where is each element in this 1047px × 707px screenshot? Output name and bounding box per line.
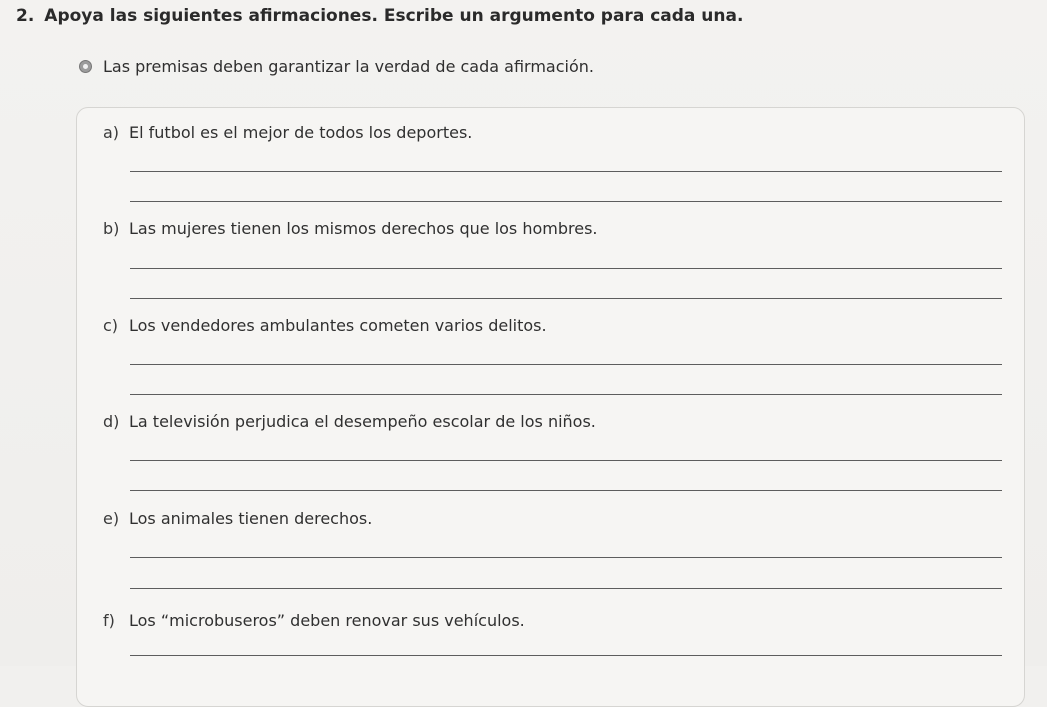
statement-text: Los vendedores ambulantes cometen varios delitos.: [129, 316, 547, 335]
question-header: [16, 6, 743, 26]
statement-text: La televisión perjudica el desempeño escolar de los niños.: [129, 412, 596, 431]
answer-line[interactable]: [130, 490, 1002, 491]
answer-line[interactable]: [130, 557, 1002, 558]
statement-letter: a): [103, 123, 120, 142]
bullet-icon: [79, 60, 92, 73]
answer-line[interactable]: [130, 364, 1002, 365]
instruction-text: Las premisas deben garantizar la verdad de cada afirmación.: [103, 57, 594, 76]
answer-line[interactable]: [130, 655, 1002, 656]
statement-letter: c): [103, 316, 119, 335]
statement-letter: d): [103, 412, 120, 431]
statement-d: [103, 412, 596, 431]
answer-line[interactable]: [130, 394, 1002, 395]
statement-text: El futbol es el mejor de todos los deportes.: [129, 123, 473, 142]
statement-text: Los animales tienen derechos.: [129, 509, 373, 528]
answer-line[interactable]: [130, 171, 1002, 172]
answer-line[interactable]: [130, 201, 1002, 202]
statement-text: Las mujeres tienen los mismos derechos que los hombres.: [129, 219, 598, 238]
statement-letter: b): [103, 219, 120, 238]
answer-line[interactable]: [130, 268, 1002, 269]
instruction: [79, 57, 594, 76]
statement-c: [103, 316, 547, 335]
answer-line[interactable]: [130, 588, 1002, 589]
statement-b: [103, 219, 598, 238]
question-number: 2.: [16, 6, 35, 26]
statement-text: Los “microbuseros” deben renovar sus vehículos.: [129, 611, 525, 630]
statement-letter: e): [103, 509, 120, 528]
statement-letter: f): [103, 611, 115, 630]
answer-line[interactable]: [130, 298, 1002, 299]
answer-line[interactable]: [130, 460, 1002, 461]
statement-a: [103, 123, 472, 142]
statement-f: [103, 611, 525, 630]
question-title: Apoya las siguientes afirmaciones. Escribe un argumento para cada una.: [44, 6, 744, 26]
statement-e: [103, 509, 372, 528]
